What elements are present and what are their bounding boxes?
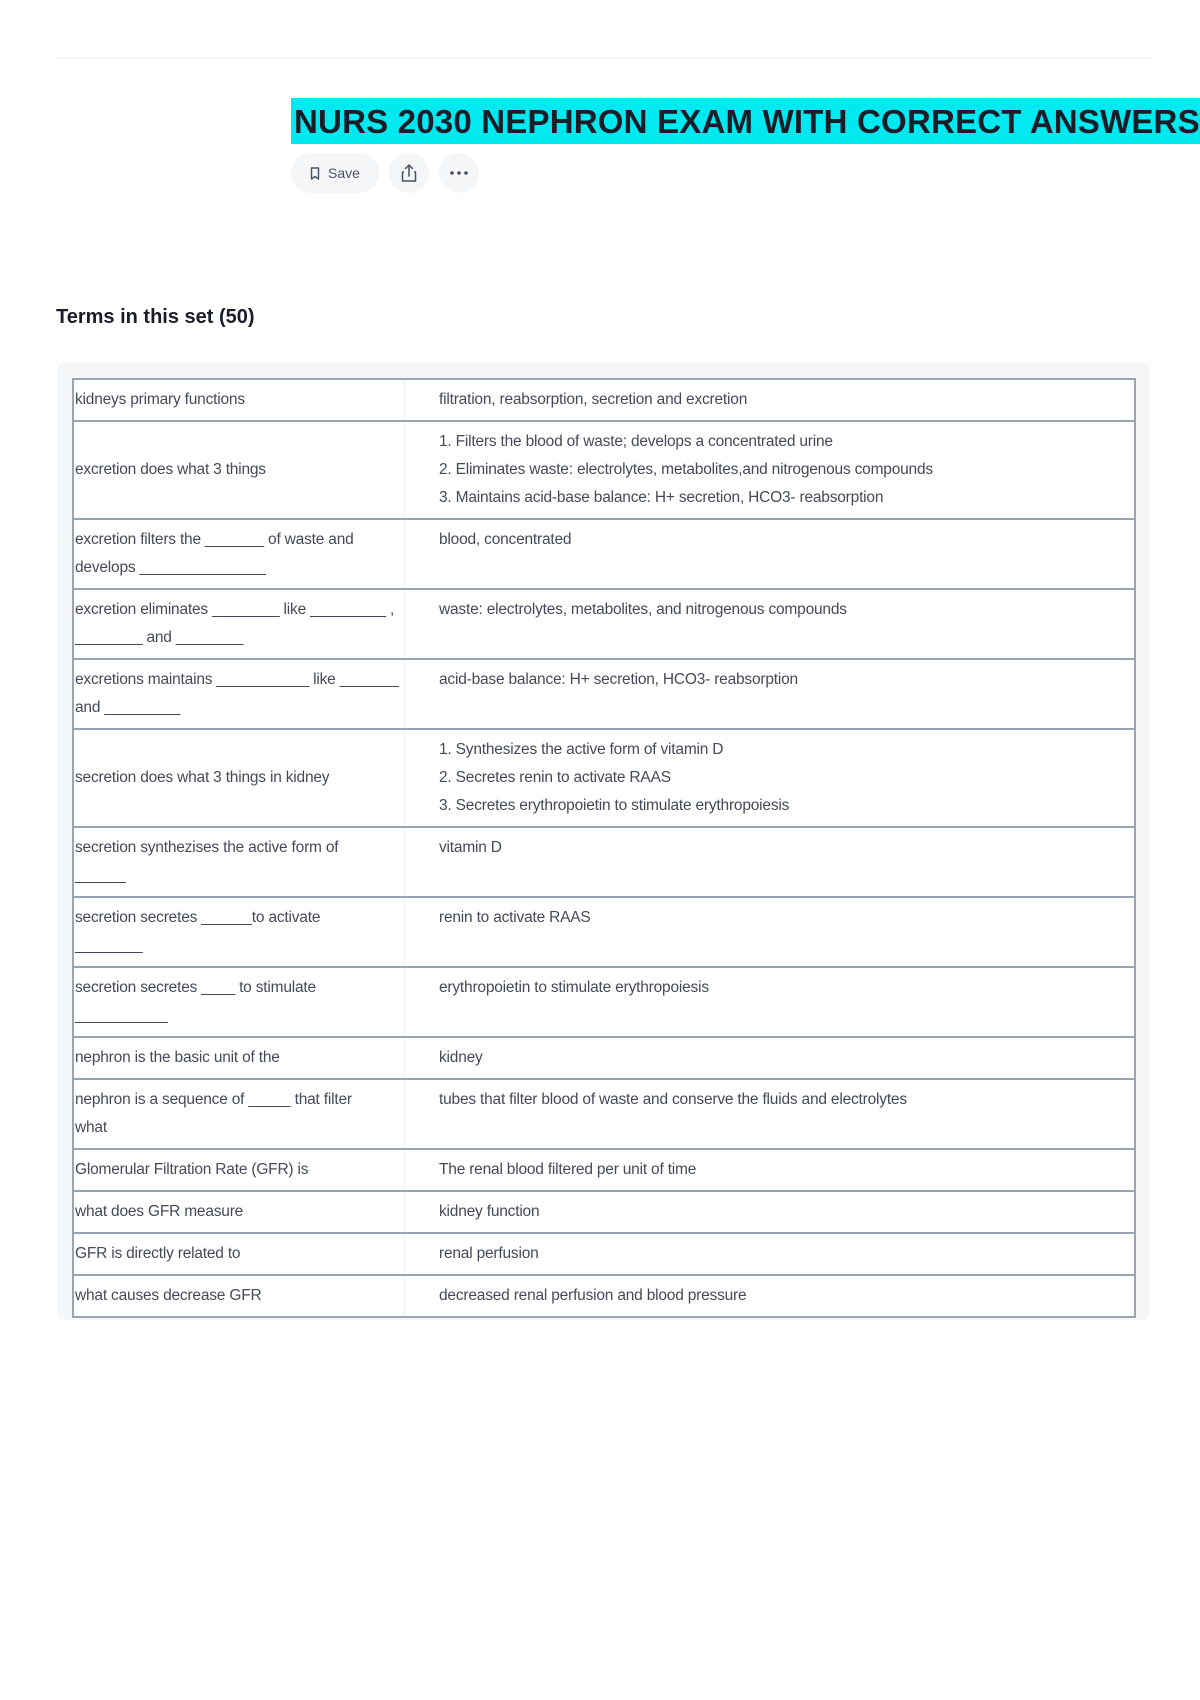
definition-cell bbox=[405, 1233, 1136, 1275]
term-cell bbox=[73, 589, 405, 659]
term-row bbox=[73, 729, 1135, 827]
term-row bbox=[73, 1191, 1135, 1233]
term-text: nephron is the basic unit of the bbox=[75, 1049, 280, 1066]
definition-text: waste: electrolytes, metabolites, and nitrogenous compounds bbox=[439, 601, 847, 618]
term-cell bbox=[73, 519, 405, 589]
definition-cell bbox=[405, 379, 1136, 421]
definition-cell bbox=[405, 897, 1136, 967]
term-cell bbox=[73, 967, 405, 1037]
more-options-button[interactable] bbox=[439, 153, 479, 193]
term-text: develops _______________ bbox=[75, 559, 266, 576]
definition-text: erythropoietin to stimulate erythropoiesis bbox=[439, 979, 709, 996]
bookmark-icon bbox=[310, 167, 320, 180]
definition-cell bbox=[405, 519, 1136, 589]
term-text: GFR is directly related to bbox=[75, 1245, 241, 1262]
share-icon bbox=[400, 163, 418, 183]
term-cell bbox=[73, 1079, 405, 1149]
term-cell bbox=[73, 1191, 405, 1233]
term-text: secretion secretes ______to activate bbox=[75, 909, 321, 926]
term-text: secretion secretes ____ to stimulate bbox=[75, 979, 316, 996]
definition-text: decreased renal perfusion and blood pressure bbox=[439, 1287, 747, 1304]
term-row bbox=[73, 379, 1135, 421]
definition-text: kidney function bbox=[439, 1203, 540, 1220]
term-cell bbox=[73, 1149, 405, 1191]
save-button[interactable] bbox=[291, 153, 379, 193]
term-row bbox=[73, 1037, 1135, 1079]
term-cell bbox=[73, 1037, 405, 1079]
definition-cell bbox=[405, 1275, 1136, 1317]
definition-text: vitamin D bbox=[439, 839, 502, 856]
term-row bbox=[73, 589, 1135, 659]
term-text: ________ and ________ bbox=[75, 629, 244, 646]
term-cell bbox=[73, 897, 405, 967]
definition-cell bbox=[405, 589, 1136, 659]
term-text: kidneys primary functions bbox=[75, 391, 245, 408]
definition-text: The renal blood filtered per unit of time bbox=[439, 1161, 697, 1178]
definition-text: kidney bbox=[439, 1049, 483, 1066]
term-text: what causes decrease GFR bbox=[75, 1287, 262, 1304]
definition-cell bbox=[405, 659, 1136, 729]
term-row bbox=[73, 1149, 1135, 1191]
title-container bbox=[291, 98, 1200, 144]
term-row bbox=[73, 1233, 1135, 1275]
term-text: and _________ bbox=[75, 699, 181, 716]
definition-cell bbox=[405, 1149, 1136, 1191]
terms-heading: Terms in this set (50) bbox=[56, 306, 255, 328]
term-cell bbox=[73, 659, 405, 729]
definition-cell bbox=[405, 967, 1136, 1037]
terms-table bbox=[72, 378, 1136, 1318]
term-row bbox=[73, 967, 1135, 1037]
term-cell bbox=[73, 1233, 405, 1275]
definition-text: 2. Eliminates waste: electrolytes, metabolites,and nitrogenous compounds bbox=[439, 461, 933, 478]
term-cell bbox=[73, 827, 405, 897]
term-cell bbox=[73, 421, 405, 519]
term-text: excretion does what 3 things bbox=[75, 461, 266, 478]
save-button-label: Save bbox=[328, 165, 360, 181]
term-text: excretions maintains ___________ like _______ bbox=[75, 671, 399, 688]
term-row bbox=[73, 1079, 1135, 1149]
definition-cell bbox=[405, 1191, 1136, 1233]
definition-text: filtration, reabsorption, secretion and excretion bbox=[439, 391, 748, 408]
definition-text: 3. Maintains acid-base balance: H+ secretion, HCO3- reabsorption bbox=[439, 489, 884, 506]
definition-text: 1. Filters the blood of waste; develops a concentrated urine bbox=[439, 433, 833, 450]
definition-text: tubes that filter blood of waste and conserve the fluids and electrolytes bbox=[439, 1091, 907, 1108]
term-text: secretion synthezises the active form of bbox=[75, 839, 339, 856]
term-cell bbox=[73, 729, 405, 827]
term-row bbox=[73, 827, 1135, 897]
definition-text: 3. Secretes erythropoietin to stimulate erythropoiesis bbox=[439, 797, 790, 814]
term-text: ______ bbox=[75, 867, 126, 884]
page-title: NURS 2030 NEPHRON EXAM WITH CORRECT ANSWERS bbox=[291, 98, 1200, 144]
definition-text: blood, concentrated bbox=[439, 531, 572, 548]
term-row bbox=[73, 1275, 1135, 1317]
term-text: excretion eliminates ________ like _________ , bbox=[75, 601, 395, 618]
term-cell bbox=[73, 379, 405, 421]
term-text: what does GFR measure bbox=[75, 1203, 244, 1220]
term-row bbox=[73, 897, 1135, 967]
toolbar bbox=[291, 153, 479, 193]
term-text: Glomerular Filtration Rate (GFR) is bbox=[75, 1161, 309, 1178]
term-row bbox=[73, 659, 1135, 729]
definition-text: acid-base balance: H+ secretion, HCO3- reabsorption bbox=[439, 671, 798, 688]
term-cell bbox=[73, 1275, 405, 1317]
definition-text: 2. Secretes renin to activate RAAS bbox=[439, 769, 671, 786]
top-divider bbox=[57, 58, 1150, 59]
share-button[interactable] bbox=[389, 153, 429, 193]
more-horizontal-icon bbox=[450, 171, 468, 175]
term-text: what bbox=[75, 1119, 107, 1136]
term-text: nephron is a sequence of _____ that filter bbox=[75, 1091, 352, 1108]
term-text: secretion does what 3 things in kidney bbox=[75, 769, 330, 786]
definition-cell bbox=[405, 1079, 1136, 1149]
definition-text: renal perfusion bbox=[439, 1245, 539, 1262]
term-text: ________ bbox=[75, 937, 143, 954]
definition-cell bbox=[405, 729, 1136, 827]
term-text: ___________ bbox=[75, 1007, 168, 1024]
definition-text: 1. Synthesizes the active form of vitamin D bbox=[439, 741, 724, 758]
definition-cell bbox=[405, 421, 1136, 519]
definition-cell bbox=[405, 1037, 1136, 1079]
term-row bbox=[73, 519, 1135, 589]
definition-cell bbox=[405, 827, 1136, 897]
definition-text: renin to activate RAAS bbox=[439, 909, 591, 926]
term-row bbox=[73, 421, 1135, 519]
term-text: excretion filters the _______ of waste and bbox=[75, 531, 354, 548]
